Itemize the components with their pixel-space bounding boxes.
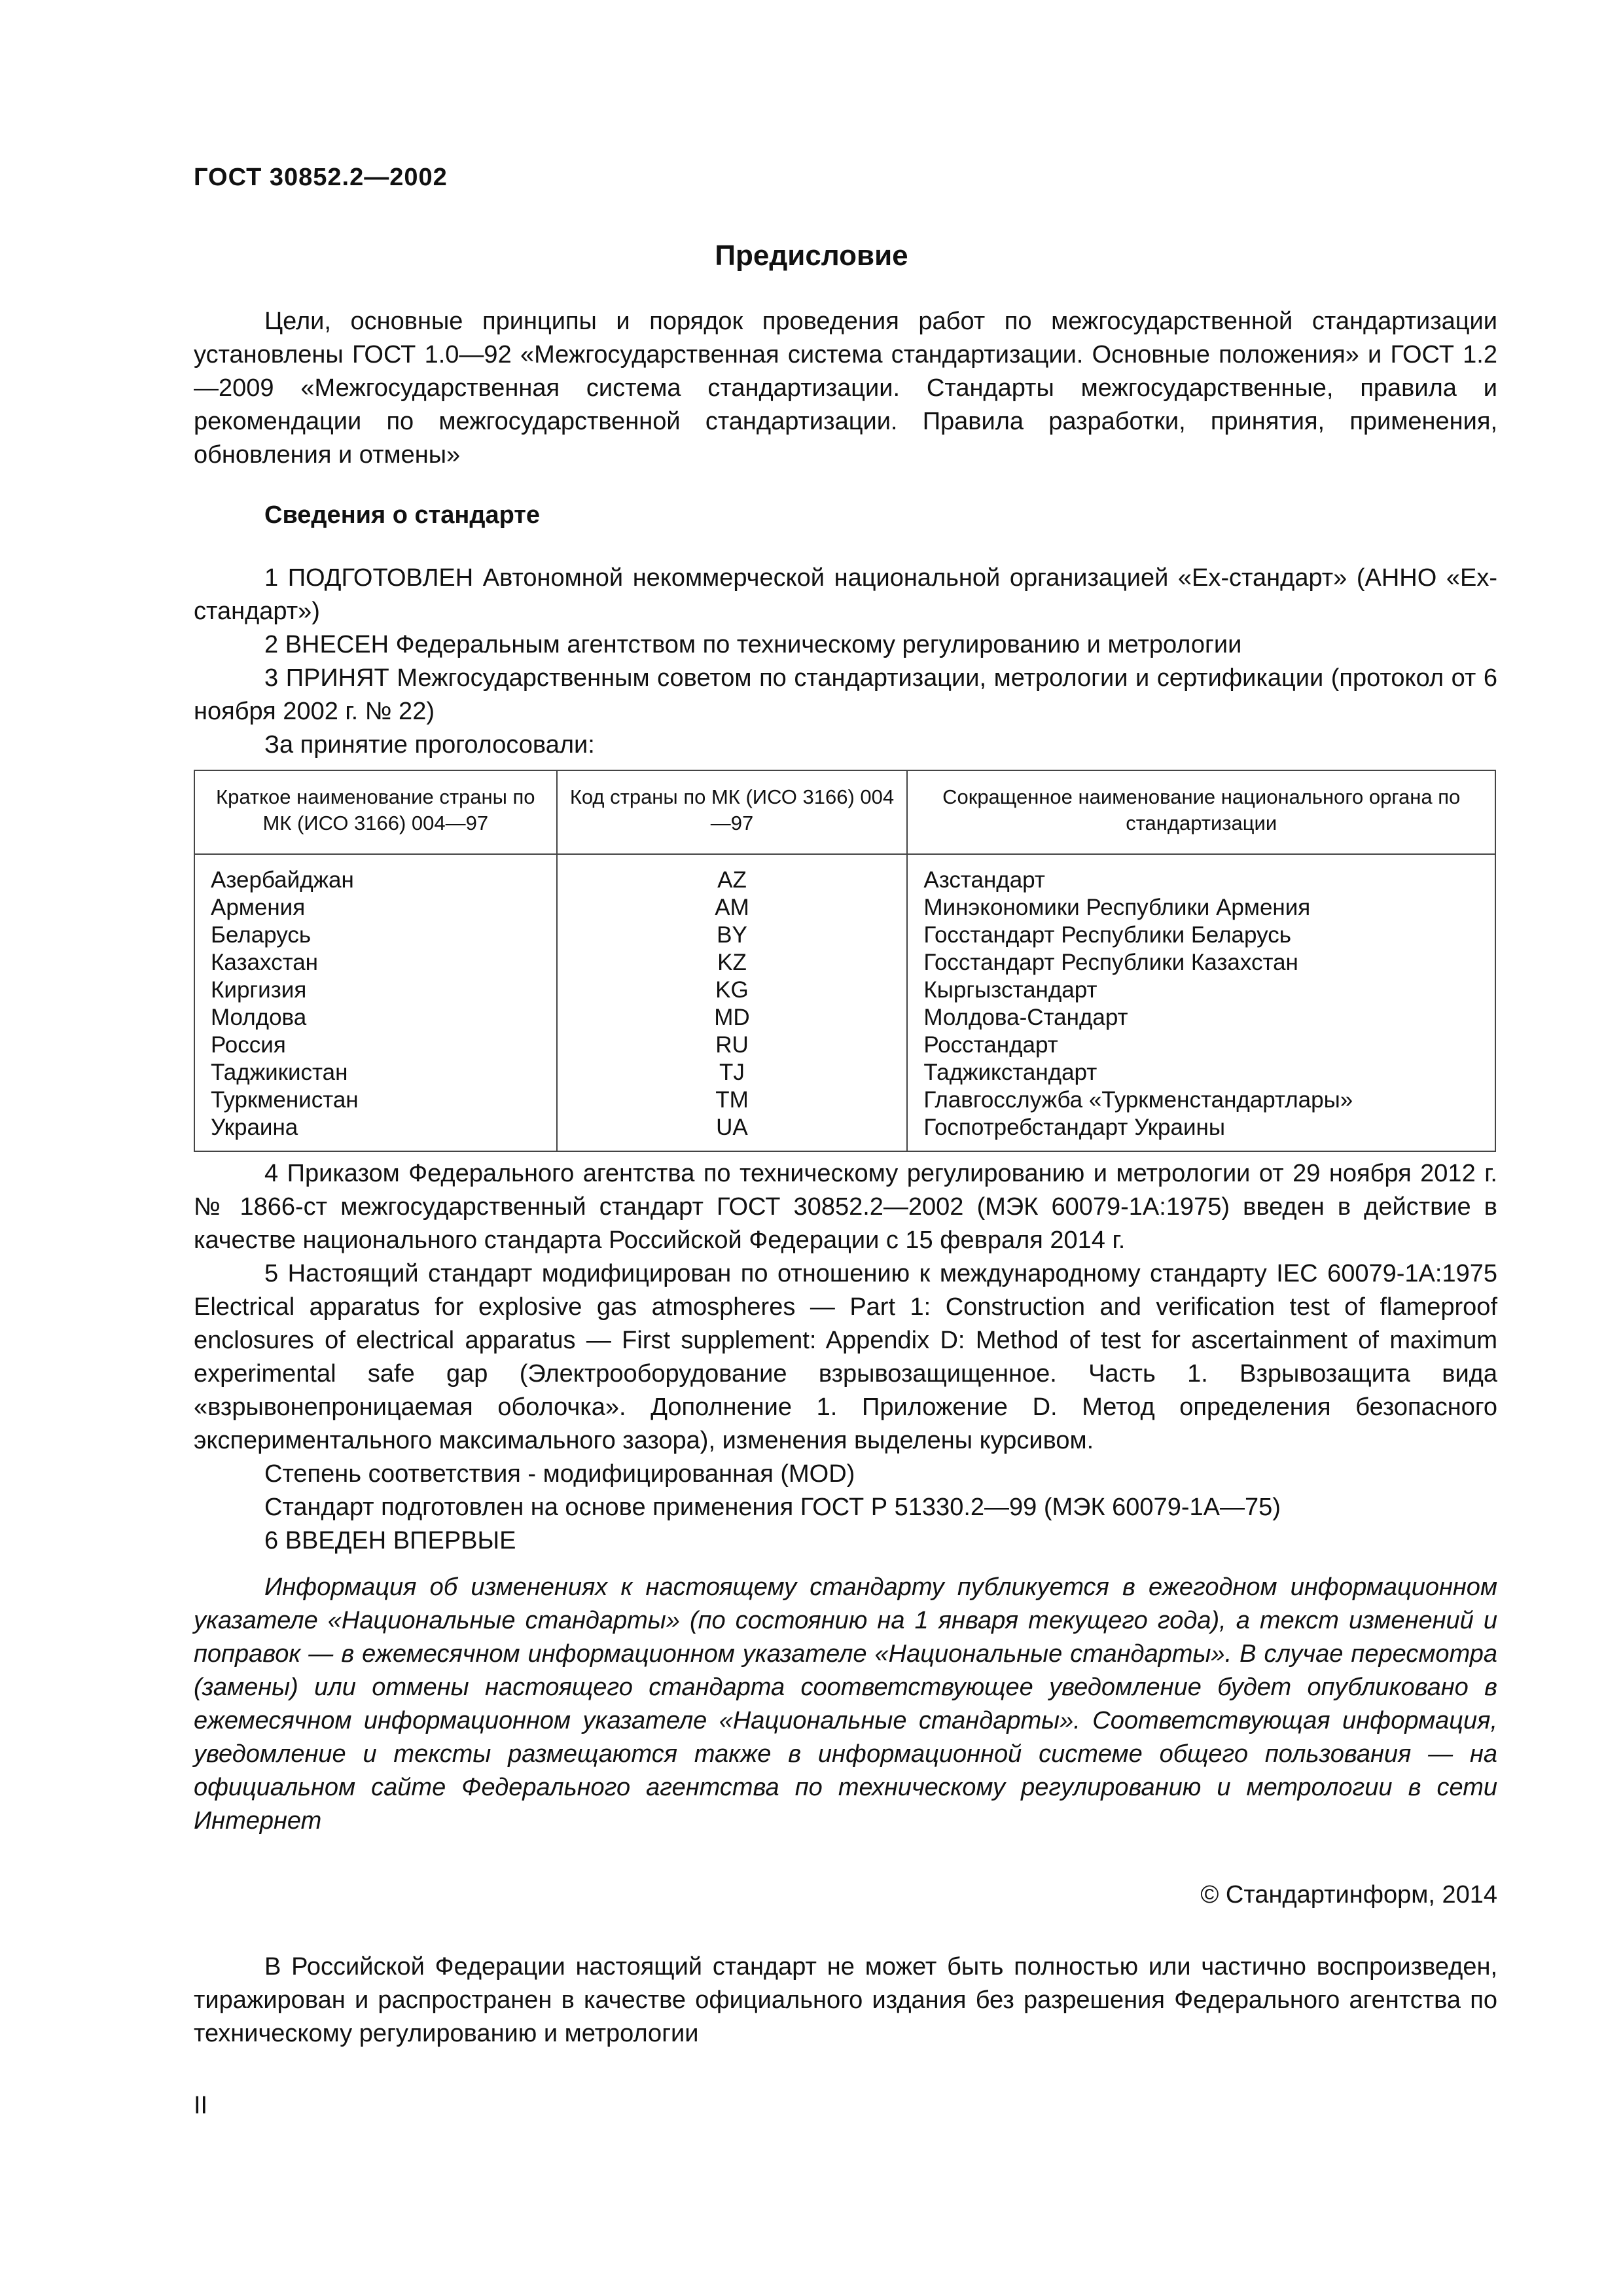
table-cell-body: Минэкономики Республики Армения: [923, 895, 1311, 920]
standard-info-items-continued: [194, 1157, 1497, 1558]
table-body-row: [194, 854, 1495, 1151]
info-item-6: 6 ВВЕДЕН ВПЕРВЫЕ: [264, 1527, 516, 1554]
copyright-line: © Стандартинформ, 2014: [1200, 1881, 1497, 1909]
code-list: [557, 854, 908, 1151]
table-cell-code: MD: [714, 1005, 750, 1030]
voted-label: За принятие проголосовали:: [264, 731, 595, 759]
table-cell-body: Госстандарт Республики Беларусь: [923, 922, 1291, 948]
standard-info-items: [194, 562, 1497, 762]
voting-countries-table: [194, 770, 1496, 1152]
info-item-5: 5 Настоящий стандарт модифицирован по отношению к международному стандарту IEC 60079-1A:1975 Electrical apparatus for explosive gas atmospheres — Part 1: Construction and verification test of flameproof enclosures of electrical apparatus — First supplement: Appendix D: Method of test for ascertainment of maximum experimental safe gap (Электрооборудование взрывозащищенное. Часть 1. Взрывозащита вида «взрывонепроницаемая оболочка». Дополнение 1. Приложение D. Метод определения безопасного экспериментального максимального зазора), изменения выделены курсивом.: [194, 1260, 1497, 1454]
table-cell-body: Кыргызстандарт: [923, 977, 1097, 1003]
table-cell-country: Казахстан: [211, 950, 319, 975]
table-cell-body: Госпотребстандарт Украины: [923, 1115, 1226, 1140]
table-cell-code: UA: [716, 1115, 748, 1140]
table-cell-code: TM: [715, 1087, 749, 1113]
table-cell-body: Таджикстандарт: [923, 1060, 1097, 1085]
table-cell-country: Азербайджан: [211, 867, 354, 893]
table-cell-body: Главгосслужба «Туркменстандартлары»: [923, 1087, 1353, 1113]
reproduction-rights: В Российской Федерации настоящий стандарт не может быть полностью или частично воспроизведен, тиражирован и распространен в качестве официального издания без разрешения Федерального агентства по техническому регулированию и метрологии: [194, 1953, 1497, 2047]
table-cell-code: BY: [717, 922, 747, 948]
table-cell-code: KG: [715, 977, 749, 1003]
column-header-body: Сокращенное наименование национального органа по стандартизации: [907, 770, 1495, 854]
table-cell-country: Украина: [211, 1115, 298, 1140]
column-header-country: Краткое наименование страны по МК (ИСО 3166) 004—97: [194, 770, 557, 854]
country-list: [194, 854, 557, 1151]
table-cell-country: Беларусь: [211, 922, 312, 948]
document-number: ГОСТ 30852.2—2002: [194, 164, 448, 191]
conformity-degree: Степень соответствия - модифицированная (MOD): [264, 1460, 855, 1488]
column-header-code: Код страны по МК (ИСО 3166) 004—97: [557, 770, 908, 854]
table-cell-country: Таджикистан: [211, 1060, 348, 1085]
info-item-4: 4 Приказом Федерального агентства по техническому регулированию и метрологии от 29 ноября 2012 г. № 1866-ст межгосударственный стандарт ГОСТ 30852.2—2002 (МЭК 60079-1А:1975) введен в действие в качестве национального стандарта Российской Федерации с 15 февраля 2014 г.: [194, 1160, 1497, 1254]
intro-paragraph: Цели, основные принципы и порядок проведения работ по межгосударственной стандартизации установлены ГОСТ 1.0—92 «Межгосударственная система стандартизации. Основные положения» и ГОСТ 1.2—2009 «Межгосударственная система стандартизации. Стандарты межгосударственные, правила и рекомендации по межгосударственной стандартизации. Правила разработки, принятия, применения, обновления и отмены»: [194, 308, 1497, 469]
info-item-1: 1 ПОДГОТОВЛЕН Автономной некоммерческой национальной организацией «Ех-стандарт» (АННО «Ех-стандарт»): [194, 564, 1497, 625]
table-cell-body: Молдова-Стандарт: [923, 1005, 1128, 1030]
table-cell-body: Госстандарт Республики Казахстан: [923, 950, 1298, 975]
changes-notice: Информация об изменениях к настоящему стандарту публикуется в ежегодном информационном указателе «Национальные стандарты» (по состоянию на 1 января текущего года), а текст изменений и поправок — в ежемесячном информационном указателе «Национальные стандарты». В случае пересмотра (замены) или отмены настоящего стандарта соответствующее уведомление будет опубликовано в ежемесячном информационном указателе «Национальные стандарты». Соответствующая информация, уведомление и тексты размещаются также в информационной системе общего пользования — на официальном сайте Федерального агентства по техническому регулированию и метрологии в сети Интернет: [194, 1573, 1497, 1835]
table-cell-code: RU: [715, 1032, 749, 1058]
page-title: Предисловие: [715, 240, 908, 272]
table-cell-body: Азстандарт: [923, 867, 1045, 893]
info-item-2: 2 ВНЕСЕН Федеральным агентством по техническому регулированию и метрологии: [264, 631, 1242, 658]
body-list: [907, 854, 1495, 1151]
table-cell-country: Молдова: [211, 1005, 307, 1030]
table-cell-body: Росстандарт: [923, 1032, 1058, 1058]
table-cell-code: KZ: [717, 950, 747, 975]
table-header-row: [194, 770, 1495, 854]
table-cell-code: TJ: [719, 1060, 745, 1085]
table-cell-code: AM: [715, 895, 749, 920]
section-subheading: Сведения о стандарте: [264, 501, 541, 529]
standard-basis: Стандарт подготовлен на основе применения ГОСТ Р 51330.2—99 (МЭК 60079-1А—75): [264, 1494, 1281, 1521]
info-item-3: 3 ПРИНЯТ Межгосударственным советом по стандартизации, метрологии и сертификации (протокол от 6 ноября 2002 г. № 22): [194, 664, 1497, 725]
table-cell-country: Туркменистан: [211, 1087, 359, 1113]
table-cell-country: Киргизия: [211, 977, 307, 1003]
table-cell-country: Россия: [211, 1032, 286, 1058]
table-cell-code: AZ: [717, 867, 747, 893]
page-number: II: [194, 2092, 208, 2119]
table-cell-country: Армения: [211, 895, 306, 920]
